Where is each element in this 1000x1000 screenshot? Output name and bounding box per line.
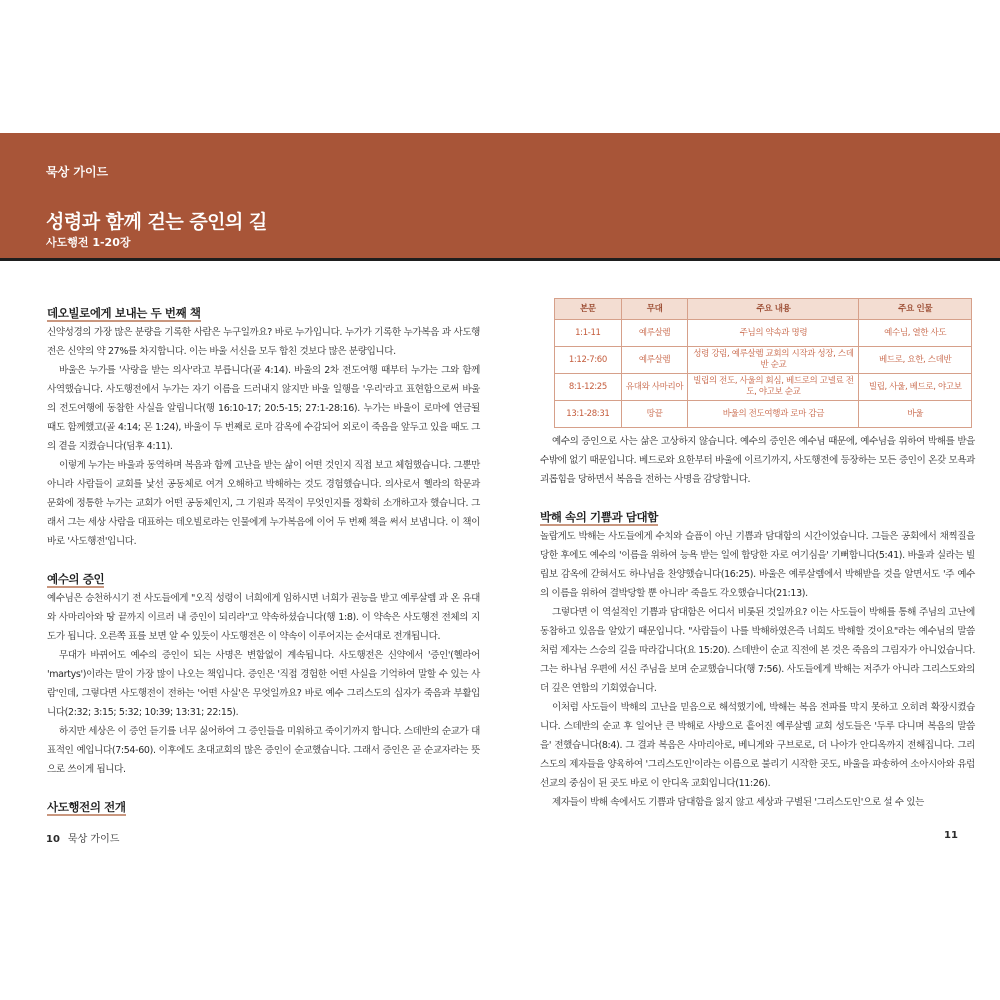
paragraph: 예수의 증인으로 사는 삶은 고상하지 않습니다. 예수의 증인은 예수님 때문에, 예수님을 위하여 박해를 받을 수밖에 없기 때문입니다. 베드로와 요한부터 바울에 이르기까지, 사도행전에 등장하는 모든 증인이 온갖 모욕과 괴롭힘을 당하면서 복음을 전하는 사명을 감당합니다. [540, 436, 975, 485]
paragraph: 놀랍게도 박해는 사도들에게 수치와 슬픔이 아닌 기쁨과 담대함의 시간이었습니다. 그들은 공회에서 채찍질을 당한 후에도 예수의 '이름을 위하여 능욕 받는 일에 합당한 자로 여기심을' 기뻐합니다(5:41). 바울과 실라는 빌립보 감옥에 갇혀서도 하나님을 찬양했습니다(16:25). 바울은 예루살렘에서 박해받을 것을 알면서도 '주 예수의 이름을 위하여 결박당할 뿐 아니라' 죽을도 각오했습니다(21:13). [540, 531, 975, 599]
table-cell: 바울 [859, 401, 972, 428]
table-row [555, 347, 972, 374]
page-number-left: 10 [46, 834, 60, 845]
table-cell: 예수님, 열한 사도 [859, 320, 972, 347]
table-header-cell: 주요 내용 [688, 299, 859, 320]
table-header-cell: 본문 [555, 299, 622, 320]
table-cell: 베드로, 요한, 스데반 [859, 347, 972, 374]
section-heading-2: 예수의 증인 [47, 572, 105, 586]
left-column [47, 303, 480, 817]
paragraph: 제자들이 박해 속에서도 기쁨과 담대함을 잃지 않고 세상과 구별된 '그리스도인'으로 설 수 있는 [552, 797, 924, 808]
table-header-row [555, 299, 972, 320]
right-column [540, 298, 975, 812]
table-cell: 8:1-12:25 [555, 374, 622, 401]
table-cell: 빌립, 사울, 베드로, 야고보 [859, 374, 972, 401]
table-cell: 유대와 사마리아 [621, 374, 688, 401]
table-cell: 13:1-28:31 [555, 401, 622, 428]
table-header-cell: 주요 인물 [859, 299, 972, 320]
table-cell: 성령 강림, 예루살렘 교회의 시작과 성장, 스데반 순교 [688, 347, 859, 374]
page-number-right: 11 [944, 830, 958, 841]
paragraph: 신약성경의 가장 많은 분량을 기록한 사람은 누구일까요? 바로 누가입니다. 누가가 기록한 누가복음 과 사도행전은 신약의 약 27%를 차지합니다. 이는 바울 서신을 모두 합친 것보다 많은 분량입니다. [47, 327, 480, 357]
section-heading-3: 사도행전의 전개 [47, 800, 126, 814]
table-cell: 예루살렘 [621, 320, 688, 347]
table-cell: 빌립의 전도, 사울의 회심, 베드로의 고넬료 전도, 야고보 순교 [688, 374, 859, 401]
acts-summary-table [554, 298, 972, 428]
table-cell: 바울의 전도여행과 로마 감금 [688, 401, 859, 428]
section-heading-4: 박해 속의 기쁨과 담대함 [540, 510, 658, 524]
paragraph: 하지만 세상은 이 증언 듣기를 너무 싫어하여 그 증인들을 미워하고 죽이기까지 합니다. 스데반의 순교가 대표적인 예입니다(7:54-60). 이후에도 초대교회의 많은 증인이 순교했습니다. 그래서 증인은 곧 순교자라는 뜻으로 쓰이게 됩니다. [47, 726, 480, 775]
table-row [555, 401, 972, 428]
section-label: 묵상 가이드 [46, 165, 109, 179]
footer-left [46, 830, 119, 845]
section-heading-1: 데오빌로에게 보내는 두 번째 책 [47, 306, 201, 320]
page-title: 성령과 함께 걷는 증인의 길 [46, 211, 267, 233]
table-cell: 예루살렘 [621, 347, 688, 374]
table-cell: 땅끝 [621, 401, 688, 428]
paragraph: 무대가 바뀌어도 예수의 증인이 되는 사명은 변함없이 계속됩니다. 사도행전은 신약에서 '증인'(헬라어 'martys')이라는 말이 가장 많이 나오는 책입니다. 증인은 '직접 경험한 어떤 사실을 기억하여 말할 수 있는 사람'인데, 그렇다면 사도행전이 전하는 '어떤 사실'은 무엇일까요? 바로 예수 그리스도의 십자가 죽음과 부활입니다(2:32; 3:15; 5:32; 10:39; 13:31; 22:15). [47, 650, 480, 718]
table-cell: 주님의 약속과 명령 [688, 320, 859, 347]
table-row [555, 320, 972, 347]
table-row [555, 374, 972, 401]
table-cell: 1:12-7:60 [555, 347, 622, 374]
paragraph: 예수님은 승천하시기 전 사도들에게 "오직 성령이 너희에게 임하시면 너희가 권능을 받고 예루살렘 과 온 유대와 사마리아와 땅 끝까지 이르러 내 증인이 되리라"고 약속하셨습니다(행 1:8). 이 약속은 사도행전 전체의 지도가 됩니다. 오른쪽 표를 보면 알 수 있듯이 사도행전은 이 약속이 이루어지는 순서대로 전개됩니다. [47, 593, 480, 642]
title-banner [0, 133, 1000, 261]
table-header-cell: 무대 [621, 299, 688, 320]
paragraph: 그렇다면 이 역설적인 기쁨과 담대함은 어디서 비롯된 것일까요? 이는 사도들이 박해를 통해 주님의 고난에 동참하고 있음을 알았기 때문입니다. "사람들이 나를 박해하였은즉 너희도 박해할 것이요"라는 예수님의 말씀처럼 제자는 스승의 길을 따라갑니다(요 15:20). 스데반이 순교 직전에 본 것은 죽음의 그림자가 아니었습니다. 그는 하나님 우편에 서신 주님을 보며 순교했습니다(행 7:56). 사도들에게 박해는 저주가 아니라 그리스도와의 더 깊은 연합의 기회였습니다. [540, 607, 975, 694]
footer-label: 묵상 가이드 [67, 834, 120, 845]
table-cell: 1:1-11 [555, 320, 622, 347]
page-subtitle: 사도행전 1-20장 [46, 236, 131, 249]
paragraph: 바울은 누가를 '사랑을 받는 의사'라고 부릅니다(골 4:14). 바울의 2차 전도여행 때부터 누가는 그와 함께 사역했습니다. 사도행전에서 누가는 자기 이름을 드러내지 않지만 바울 일행을 '우리'라고 표현함으로써 바울의 전도여행에 동참한 사실을 알립니다(행 16:10-17; 20:5-15; 27:1-28:16). 누가는 바울이 로마에 연금될 때도 함께했고(골 4:14; 몬 1:24), 바울이 두 번째로 로마 감옥에 수감되어 외로이 죽음을 앞두고 있을 때도 그의 곁을 지켰습니다(딤후 4:11). [47, 365, 480, 452]
paragraph: 이렇게 누가는 바울과 동역하며 복음과 함께 고난을 받는 삶이 어떤 것인지 직접 보고 체험했습니다. 그뿐만 아니라 사람들이 교회를 낯선 공동체로 여겨 오해하고 박해하는 것도 경험했습니다. 의사로서 헬라의 학문과 문화에 정통한 누가는 교회가 어떤 공동체인지, 그 기원과 목적이 무엇인지를 정확히 소개하고자 했습니다. 그래서 그는 세상 사람을 대표하는 데오빌로라는 인물에게 누가복음에 이어 두 번째 책을 써서 보냅니다. 이 책이 바로 '사도행전'입니다. [47, 460, 480, 547]
paragraph: 이처럼 사도들이 박해의 고난을 믿음으로 해석했기에, 박해는 복음 전파를 막지 못하고 오히려 확장시켰습니다. 스데반의 순교 후 일어난 큰 박해로 사방으로 흩어진 예루살렘 교회 성도들은 '두루 다니며 복음의 말씀을' 전했습니다(8:4). 그 결과 복음은 사마리아로, 베니게와 구브로로, 더 나아가 안디옥까지 전해집니다. 그리스도의 제자들을 양육하여 '그리스도인'이라는 이름으로 불리기 시작한 곳도, 바울을 파송하여 소아시아와 유럽 선교의 중심이 된 곳도 바로 이 안디옥 교회입니다(11:26). [540, 702, 975, 789]
